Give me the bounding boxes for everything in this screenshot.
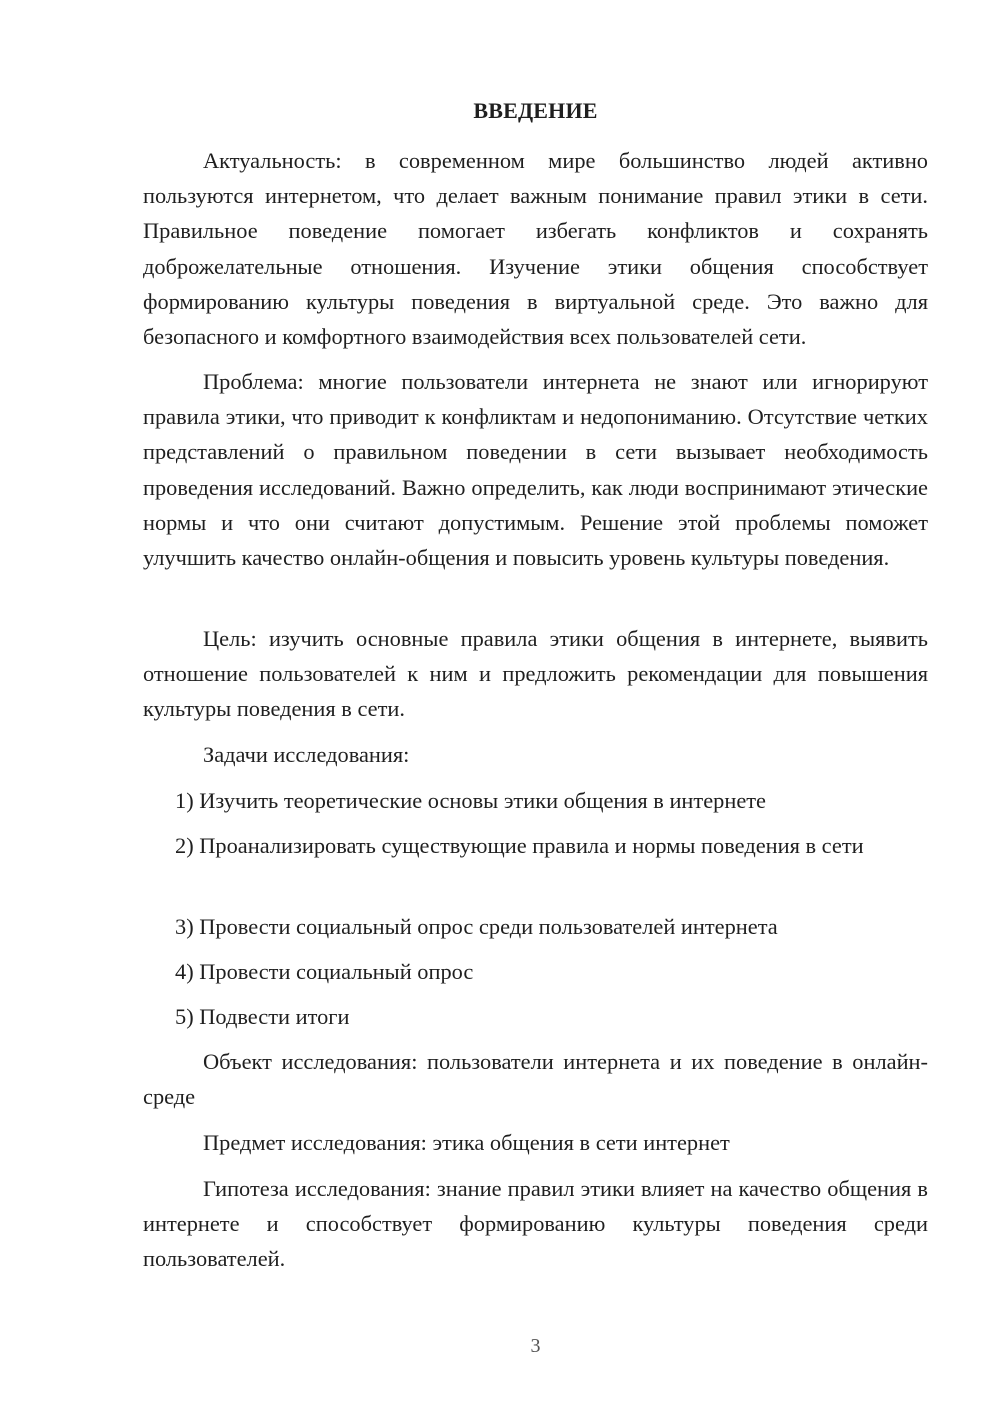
task-item-1: 1) Изучить теоретические основы этики общения в интернете xyxy=(175,788,766,813)
task-item-3: 3) Провести социальный опрос среди пользователей интернета xyxy=(175,914,778,939)
tasks-heading: Задачи исследования: xyxy=(203,742,410,767)
page-number: 3 xyxy=(530,1335,541,1357)
document-page xyxy=(143,0,928,1414)
paragraph-problem: Проблема: многие пользователи интернета не знают или игнорируют правила этики, что приводит к конфликтам и недопониманию. Отсутствие четких представлений о правильном поведении в сети вызывает необходимость проведения исследований. Важно определить, как люди воспринимают этические нормы и что они считают допустимым. Решение этой проблемы поможет улучшить качество онлайн-общения и повысить уровень культуры поведения. xyxy=(143,369,928,571)
paragraph-object: Объект исследования: пользователи интернета и их поведение в онлайн-среде xyxy=(143,1049,928,1110)
paragraph-goal: Цель: изучить основные правила этики общения в интернете, выявить отношение пользователей к ним и предложить рекомендации для повышения культуры поведения в сети. xyxy=(143,626,928,722)
paragraph-relevance: Актуальность: в современном мире большинство людей активно пользуются интернетом, что делает важным понимание правил этики в сети. Правильное поведение помогает избегать конфликтов и сохранять доброжелательные отношения. Изучение этики общения способствует формированию культуры поведения в виртуальной среде. Это важно для безопасного и комфортного взаимодействия всех пользователей сети. xyxy=(143,148,928,350)
task-item-4: 4) Провести социальный опрос xyxy=(175,959,474,984)
paragraph-subject: Предмет исследования: этика общения в сети интернет xyxy=(203,1130,730,1155)
task-item-5: 5) Подвести итоги xyxy=(175,1004,350,1029)
paragraph-hypothesis: Гипотеза исследования: знание правил этики влияет на качество общения в интернете и способствует формированию культуры поведения среди пользователей. xyxy=(143,1176,928,1272)
page-title: ВВЕДЕНИЕ xyxy=(473,98,598,123)
task-item-2: 2) Проанализировать существующие правила и нормы поведения в сети xyxy=(175,833,864,858)
